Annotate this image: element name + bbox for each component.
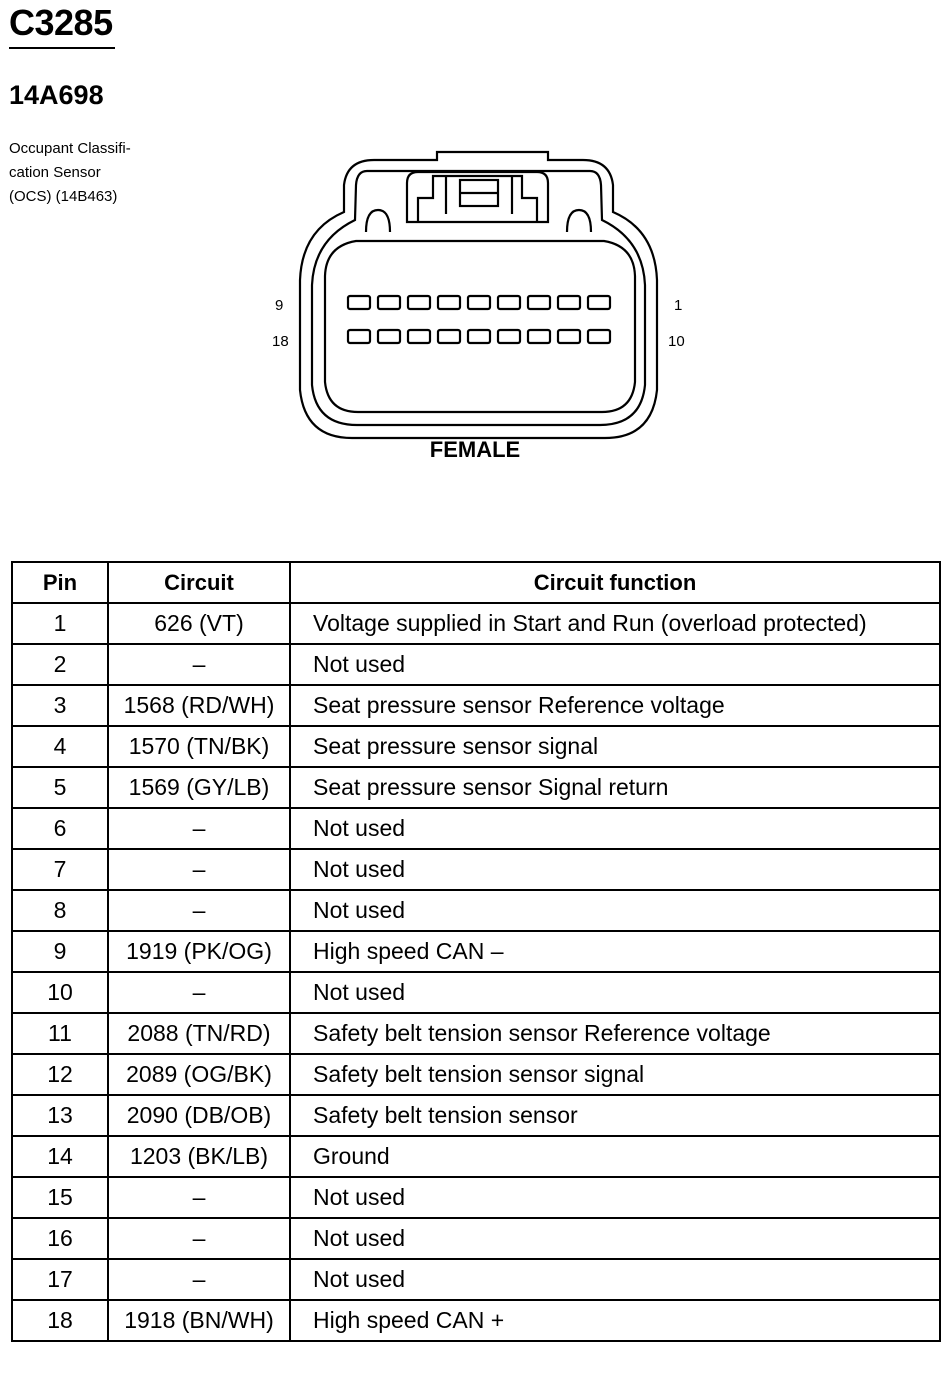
connector-gender-label: FEMALE: [429, 437, 521, 462]
circuit-cell: 1203 (BK/LB): [108, 1136, 290, 1177]
pin-label-9: 9: [275, 297, 284, 314]
function-cell: Seat pressure sensor Signal return: [290, 767, 940, 808]
terminal-cavity-outline: [325, 241, 635, 412]
table-row: [12, 1013, 940, 1054]
table-row: [12, 972, 940, 1013]
table-row: [12, 767, 940, 808]
connector-inner-shell: [312, 171, 645, 425]
pin-cavity-15: [438, 330, 460, 343]
function-cell: Not used: [290, 1177, 940, 1218]
pin-cavity-7: [408, 296, 430, 309]
function-cell: Voltage supplied in Start and Run (overload protected): [290, 603, 940, 644]
pin-cavity-13: [498, 330, 520, 343]
pin-cell: 11: [12, 1013, 108, 1054]
key-bump-right: [567, 210, 591, 232]
table-row: [12, 1136, 940, 1177]
circuit-cell: –: [108, 644, 290, 685]
pin-cavity-16: [408, 330, 430, 343]
circuit-cell: –: [108, 1259, 290, 1300]
circuit-cell: –: [108, 972, 290, 1013]
table-row: [12, 1095, 940, 1136]
pin-cavity-11: [558, 330, 580, 343]
function-cell: Not used: [290, 890, 940, 931]
circuit-cell: 1918 (BN/WH): [108, 1300, 290, 1341]
pin-cell: 13: [12, 1095, 108, 1136]
pin-label-10: 10: [668, 333, 685, 350]
pin-label-1: 1: [674, 297, 683, 314]
pin-cavity-12: [528, 330, 550, 343]
pin-cell: 14: [12, 1136, 108, 1177]
function-cell: Not used: [290, 849, 940, 890]
pin-cell: 4: [12, 726, 108, 767]
function-cell: Safety belt tension sensor: [290, 1095, 940, 1136]
pin-cell: 3: [12, 685, 108, 726]
header-circuit-function: Circuit function: [290, 562, 940, 603]
pin-cell: 6: [12, 808, 108, 849]
circuit-cell: –: [108, 849, 290, 890]
pin-cell: 16: [12, 1218, 108, 1259]
function-cell: Safety belt tension sensor Reference voltage: [290, 1013, 940, 1054]
circuit-cell: 2090 (DB/OB): [108, 1095, 290, 1136]
circuit-cell: 626 (VT): [108, 603, 290, 644]
pin-cell: 7: [12, 849, 108, 890]
pin-cavity-17: [378, 330, 400, 343]
pin-cell: 5: [12, 767, 108, 808]
table-row: [12, 931, 940, 972]
pin-cavity-18: [348, 330, 370, 343]
pin-cell: 17: [12, 1259, 108, 1300]
pinout-table: [11, 561, 941, 1342]
function-cell: Ground: [290, 1136, 940, 1177]
function-cell: Seat pressure sensor Reference voltage: [290, 685, 940, 726]
function-cell: Not used: [290, 1259, 940, 1300]
circuit-cell: 2089 (OG/BK): [108, 1054, 290, 1095]
connector-face-diagram: [0, 0, 949, 500]
table-row: [12, 808, 940, 849]
circuit-cell: 1569 (GY/LB): [108, 767, 290, 808]
pin-cavity-5: [468, 296, 490, 309]
circuit-cell: –: [108, 808, 290, 849]
pin-cavity-3: [528, 296, 550, 309]
pin-cavity-1: [588, 296, 610, 309]
connector-id-title: C3285: [9, 2, 113, 43]
part-number: 14A698: [9, 80, 104, 110]
function-cell: Safety belt tension sensor signal: [290, 1054, 940, 1095]
table-row: [12, 849, 940, 890]
pin-cell: 12: [12, 1054, 108, 1095]
table-header-row: [12, 562, 940, 603]
circuit-cell: 1919 (PK/OG): [108, 931, 290, 972]
function-cell: Not used: [290, 644, 940, 685]
table-row: [12, 1259, 940, 1300]
pin-cavity-2: [558, 296, 580, 309]
pin-cell: 15: [12, 1177, 108, 1218]
key-bump-left: [366, 210, 390, 232]
header-circuit: Circuit: [108, 562, 290, 603]
pin-cell: 18: [12, 1300, 108, 1341]
circuit-cell: –: [108, 890, 290, 931]
latch-body: [418, 176, 537, 222]
pin-cavity-6: [438, 296, 460, 309]
header-pin: Pin: [12, 562, 108, 603]
pin-label-18: 18: [272, 333, 289, 350]
function-cell: High speed CAN +: [290, 1300, 940, 1341]
table-row: [12, 685, 940, 726]
circuit-cell: –: [108, 1177, 290, 1218]
function-cell: High speed CAN –: [290, 931, 940, 972]
function-cell: Not used: [290, 808, 940, 849]
table-row: [12, 1177, 940, 1218]
circuit-cell: –: [108, 1218, 290, 1259]
table-row: [12, 1054, 940, 1095]
table-row: [12, 890, 940, 931]
function-cell: Not used: [290, 972, 940, 1013]
component-description: Occupant Classifi- cation Sensor (OCS) (14B463): [9, 140, 131, 205]
pin-cell: 1: [12, 603, 108, 644]
pin-cell: 10: [12, 972, 108, 1013]
function-cell: Not used: [290, 1218, 940, 1259]
pin-cavity-4: [498, 296, 520, 309]
pin-cell: 8: [12, 890, 108, 931]
function-cell: Seat pressure sensor signal: [290, 726, 940, 767]
pin-cell: 2: [12, 644, 108, 685]
pin-cell: 9: [12, 931, 108, 972]
pin-cavity-10: [588, 330, 610, 343]
table-row: [12, 1300, 940, 1341]
pin-cavity-8: [378, 296, 400, 309]
pin-cavity-9: [348, 296, 370, 309]
table-row: [12, 603, 940, 644]
pin-cavity-14: [468, 330, 490, 343]
table-row: [12, 726, 940, 767]
circuit-cell: 1568 (RD/WH): [108, 685, 290, 726]
table-row: [12, 1218, 940, 1259]
circuit-cell: 1570 (TN/BK): [108, 726, 290, 767]
table-row: [12, 644, 940, 685]
circuit-cell: 2088 (TN/RD): [108, 1013, 290, 1054]
